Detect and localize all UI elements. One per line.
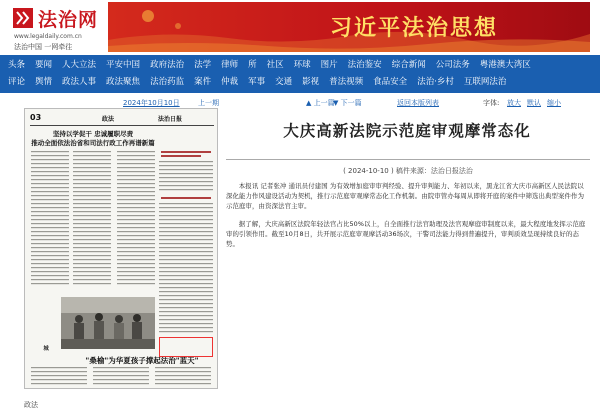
article-paragraph-1: 本报讯 记者张冲 通讯员付建国 为有效增加庭审审判经验、提升审判能力、年初以来，黑龙江省大庆市高新区人民法院以深化能力作风建设活动为契机，推行示范庭审观摩常态化工作机制。由院审管办每周从即将开庭的案件中筛选出典型案件作为示范庭审，由资深法官主审。 bbox=[226, 182, 585, 210]
nav-item[interactable]: 政法人事 bbox=[62, 77, 97, 87]
paper-bottom-headline: "桑榆"为华夏孩子撑起法治"蓝天" bbox=[85, 356, 199, 365]
paper-side-column bbox=[159, 151, 213, 337]
nav-item[interactable]: 图片 bbox=[320, 60, 338, 70]
article-source-label: 稿件来源： bbox=[395, 167, 431, 175]
previous-article-link[interactable]: ▲ 上一篇 bbox=[306, 99, 335, 107]
nav-item[interactable]: 所 bbox=[248, 60, 257, 70]
paper-name: 法治日报 bbox=[158, 116, 183, 123]
previous-issue-link[interactable]: 上一期 bbox=[198, 99, 219, 107]
nav-item[interactable]: 法治药监 bbox=[150, 77, 185, 87]
article-paragraph-2: 据了解，大庆高新区法院年轻法官占比50%以上，自全面推行法官助理及法官观摩庭审制度以来，最大程度地发挥示范庭审的引领作用。截至10月8日，共开展示范庭审观摩活动36场次，干警司法能力得到普遍提升，审判质效呈现持续良好的态势。 bbox=[226, 220, 586, 248]
article-source: 法治日报法治 bbox=[430, 167, 473, 175]
article-title: 大庆高新法院示范庭审观摩常态化 bbox=[283, 121, 531, 140]
logo-mark-icon bbox=[12, 7, 34, 29]
nav-item[interactable]: 粤港澳大湾区 bbox=[479, 60, 531, 70]
nav-row-2 bbox=[8, 74, 516, 91]
nav-item[interactable]: 律师 bbox=[221, 60, 239, 70]
nav-item[interactable]: 食品安全 bbox=[373, 77, 408, 87]
logo-name: 法治网 bbox=[38, 9, 99, 31]
nav-item[interactable]: 法学 bbox=[194, 60, 212, 70]
paper-photo-scene bbox=[61, 297, 155, 349]
article-meta bbox=[226, 166, 590, 176]
logo-url: www.legaldaily.com.cn bbox=[14, 33, 82, 40]
nav-item[interactable]: 舆情 bbox=[35, 77, 53, 87]
paper-page-number: 03 bbox=[30, 113, 42, 122]
nav-item[interactable]: 社区 bbox=[266, 60, 284, 70]
main-nav bbox=[0, 55, 600, 93]
issue-toolbar bbox=[0, 95, 600, 109]
font-shrink-link[interactable]: 缩小 bbox=[547, 99, 561, 107]
banner-title: 习近平法治思想 bbox=[329, 15, 498, 41]
nav-item[interactable]: 政法聚焦 bbox=[106, 77, 141, 87]
paper-text-block-left bbox=[31, 151, 155, 291]
article-body bbox=[226, 181, 590, 257]
paper-section: 政法 bbox=[102, 116, 115, 123]
newspaper-page-thumbnail[interactable] bbox=[24, 108, 218, 389]
paper-vertical-caption: 城 bbox=[42, 345, 48, 351]
paper-text-block-bottom bbox=[31, 367, 213, 387]
footer-section-label: 政法 bbox=[24, 401, 38, 409]
issue-date-link[interactable]: 2024年10月10日 bbox=[123, 99, 180, 107]
nav-item[interactable]: 头条 bbox=[8, 60, 26, 70]
site-logo[interactable] bbox=[12, 3, 112, 51]
site-header bbox=[0, 0, 600, 54]
banner[interactable] bbox=[108, 2, 590, 52]
article-date-close: ) bbox=[388, 167, 396, 175]
nav-item[interactable]: 公司法务 bbox=[435, 60, 470, 70]
title-divider bbox=[226, 159, 590, 160]
nav-item[interactable]: 人大立法 bbox=[62, 60, 97, 70]
nav-item[interactable]: 法治鉴安 bbox=[347, 60, 382, 70]
nav-item[interactable]: 交通 bbox=[275, 77, 293, 87]
next-article-link[interactable]: ▼ 下一篇 bbox=[333, 99, 362, 107]
article-date: 2024-10-10 bbox=[348, 167, 389, 175]
nav-item[interactable]: 互联网法治 bbox=[463, 77, 507, 87]
logo-slogan: 法治中国 一网牵往 bbox=[14, 43, 73, 51]
nav-item[interactable]: 要闻 bbox=[35, 60, 53, 70]
nav-item[interactable]: 评论 bbox=[8, 77, 26, 87]
paper-masthead bbox=[30, 112, 214, 126]
nav-item[interactable]: 普法视频 bbox=[329, 77, 364, 87]
back-to-list-link[interactable]: 返回本版列表 bbox=[397, 99, 439, 107]
paper-photo bbox=[61, 297, 155, 349]
nav-item[interactable]: 案件 bbox=[194, 77, 212, 87]
nav-row-1 bbox=[8, 57, 541, 74]
selected-article-highlight[interactable] bbox=[159, 337, 213, 357]
nav-item[interactable]: 综合新闻 bbox=[391, 60, 426, 70]
font-enlarge-link[interactable]: 放大 bbox=[507, 99, 521, 107]
article-date-open: ( bbox=[343, 167, 349, 175]
nav-item[interactable]: 军事 bbox=[248, 77, 266, 87]
nav-item[interactable]: 政府法治 bbox=[150, 60, 185, 70]
nav-item[interactable]: 环球 bbox=[293, 60, 311, 70]
font-size-label: 字体: bbox=[483, 99, 500, 107]
nav-item[interactable]: 影视 bbox=[302, 77, 320, 87]
paper-headline-1: 坚持以学促干 忠诚履职尽责 bbox=[52, 130, 134, 138]
font-default-link[interactable]: 默认 bbox=[527, 99, 541, 107]
nav-item[interactable]: 法治·乡村 bbox=[417, 77, 454, 87]
paper-headline-2: 推动全面依法治省和司法行政工作再谱新篇 bbox=[31, 139, 155, 147]
nav-item[interactable]: 仲裁 bbox=[221, 77, 239, 87]
nav-item[interactable]: 平安中国 bbox=[106, 60, 141, 70]
